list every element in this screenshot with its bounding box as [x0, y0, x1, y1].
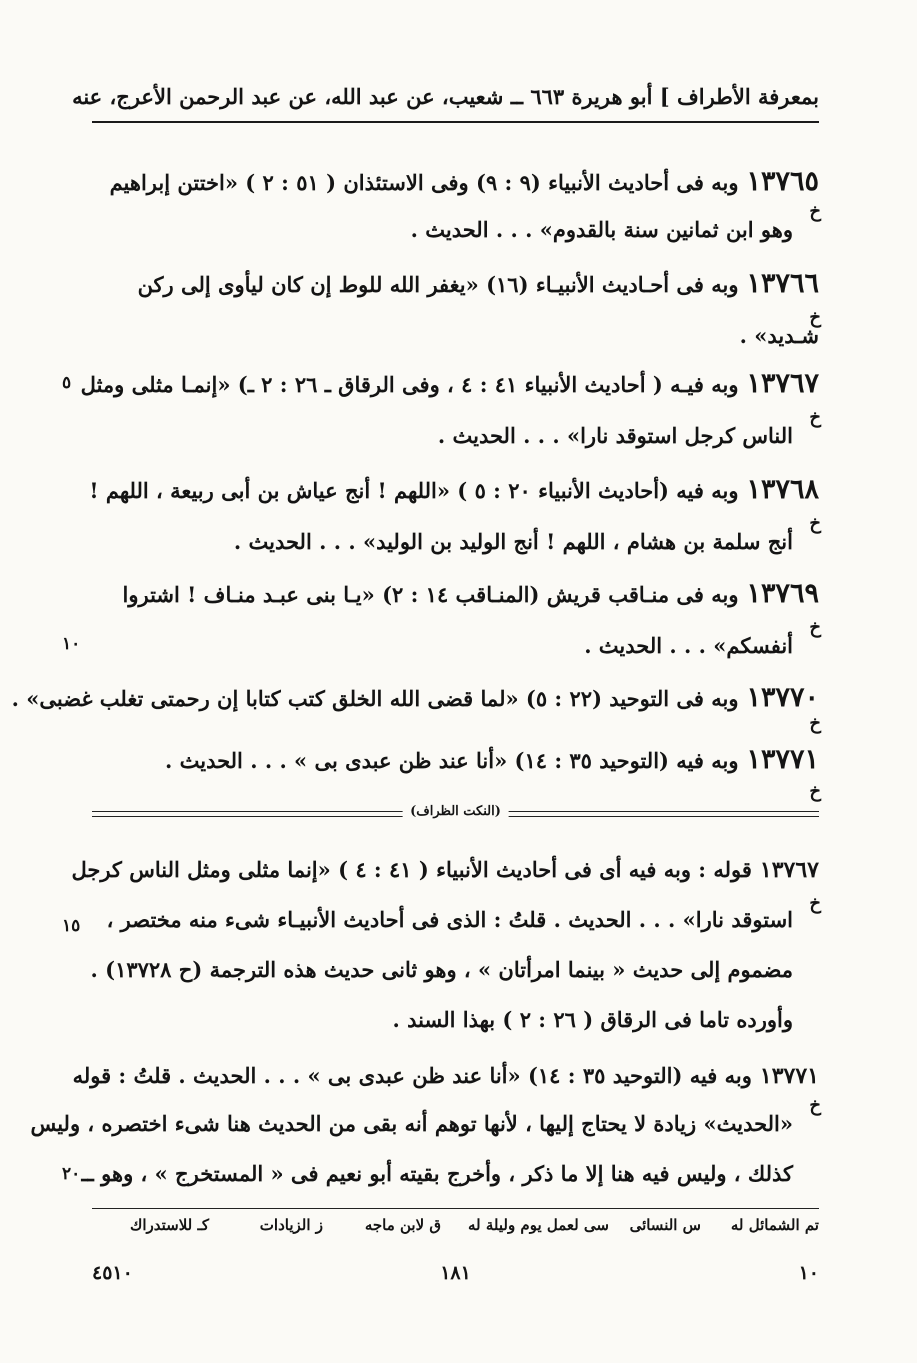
entry-line: [92, 572, 819, 616]
entry-line: [92, 520, 793, 564]
entry-number: ١٣٧٦٩: [746, 578, 819, 609]
abbreviation-item: ق لابن ماجه: [364, 1216, 441, 1234]
section-divider: [92, 804, 819, 828]
entry-text: وهو ابن ثمانين سنة بالقدوم» . . . الحديث .: [410, 217, 793, 242]
note-line: [81, 1152, 793, 1196]
entry-number: ١٣٧٦٥: [746, 166, 819, 197]
entry-line: [92, 262, 819, 306]
margin-line-number: ٢٠: [62, 1164, 81, 1184]
footer-volume-number: ١٠: [798, 1262, 819, 1284]
entry-13766: [92, 262, 819, 358]
entry-line: [92, 624, 793, 668]
siglum: خ: [809, 201, 821, 222]
abbreviation-item: س النسائى: [629, 1216, 701, 1234]
note-number: ١٣٧٦٧: [759, 857, 819, 883]
entry-text: الناس كرجل استوقد نارا» . . . الحديث .: [437, 423, 793, 448]
entry-text: أنفسكم» . . . الحديث .: [584, 633, 793, 658]
entry-number: ١٣٧٧١: [746, 744, 819, 775]
note-text: قوله : وبه فيه أى فى أحاديث الأنبياء ( ٤١ : ٤ ) «إنما مثلى ومثل الناس كرجل: [71, 857, 752, 882]
entry-text: وبه فى أحـاديث الأنبيـاء (١٦) «يغفر الله للوط إن كان ليأوى إلى ركن: [137, 272, 739, 297]
note-line: [92, 998, 793, 1042]
running-header-text: بمعرفة الأطراف ] أبو هريرة ٦٦٣ ــ شعيب، عن عبد الله، عن عبد الرحمن الأعرج، عنه: [72, 84, 819, 109]
abbreviation-key: [92, 1216, 819, 1242]
siglum: خ: [809, 781, 821, 802]
abbreviation-item: سى لعمل يوم وليلة له: [468, 1216, 609, 1234]
entry-text: وبه فى التوحيد (٢٢ : ٥) «لما قضى الله الخلق كتب كتابا إن رحمتى تغلب غضبى» .: [11, 686, 739, 711]
margin-line-number: ٥: [62, 373, 72, 393]
note-line: [72, 1054, 819, 1098]
siglum: خ: [809, 1095, 821, 1116]
note-line: [92, 898, 793, 942]
entry-line: [92, 738, 819, 782]
entry-13765: [92, 160, 819, 256]
entry-text: وبه فى منـاقب قريش (المنـاقب ١٤ : ٢) «يـا بنى عبـد منـاف ! اشتروا: [122, 582, 739, 607]
siglum: خ: [809, 617, 821, 638]
header-rule: [92, 121, 819, 123]
footer-folio-number: ٤٥١٠: [92, 1262, 133, 1284]
margin-line-number: ١٠: [62, 634, 81, 654]
note-line: [30, 1102, 793, 1146]
siglum: خ: [809, 407, 821, 428]
entry-text: وبه فى أحاديث الأنبياء (٩ : ٩) وفى الاستئذان ( ٥١ : ٢ ) «اختتن إبراهيم: [109, 170, 739, 195]
note-text: وبه فيه (التوحيد ٣٥ : ١٤) «أنا عند ظن عبدى بى » . . . الحديث . قلتُ : قوله: [72, 1063, 752, 1088]
entry-line: [80, 362, 819, 406]
siglum: خ: [809, 713, 821, 734]
entry-text: وبه فيه (أحاديث الأنبياء ٢٠ : ٥ ) «اللهم ! أنج عياش بن أبى ربيعة ، اللهم !: [89, 478, 739, 503]
entry-number: ١٣٧٦٧: [746, 368, 819, 399]
note-number: ١٣٧٧١: [759, 1063, 819, 1089]
siglum: خ: [809, 307, 821, 328]
entry-text: وبه فيه (التوحيد ٣٥ : ١٤) «أنا عند ظن عبدى بى » . . . الحديث .: [164, 748, 739, 773]
entry-number: ١٣٧٦٦: [746, 268, 819, 299]
note-text: استوقد نارا» . . . الحديث . قلتُ : الذى فى أحاديث الأنبيـاء شىء منه مختصر ،: [106, 907, 793, 932]
entry-13770: [11, 676, 821, 736]
entry-number: ١٣٧٦٨: [746, 474, 819, 505]
footer-rule: [92, 1208, 819, 1209]
abbreviation-item: تم الشمائل له: [730, 1216, 819, 1234]
page-number: ١٨١: [440, 1262, 471, 1284]
entry-line: [92, 208, 793, 252]
abbreviation-item: ز الزيادات: [259, 1216, 323, 1234]
entry-13771: [92, 738, 819, 804]
entry-line: [11, 676, 819, 720]
note-text: كذلك ، وليس فيه هنا إلا ما ذكر ، وأخرج بقيته أبو نعيم فى « المستخرج » ، وهو ــ: [81, 1161, 793, 1186]
running-header: [72, 80, 819, 116]
entry-line: [92, 414, 793, 458]
note-text: مضموم إلى حديث « بينما امرأتان » ، وهو ثانى حديث هذه الترجمة (ح ١٣٧٢٨) .: [90, 957, 793, 982]
divider-label: (النكت الظراف): [402, 804, 509, 819]
entry-number: ١٣٧٧٠: [746, 682, 819, 713]
note-line: [92, 948, 793, 992]
page-footer: [92, 1262, 819, 1292]
entry-line: [92, 314, 819, 358]
note-text: وأورده تاما فى الرقاق ( ٢٦ : ٢ ) بهذا السند .: [392, 1007, 793, 1032]
siglum: خ: [809, 893, 821, 914]
note-text: «الحديث» زيادة لا يحتاج إليها ، لأنها توهم أنه بقى من الحديث هنا شىء اختصره ، وليس: [30, 1111, 793, 1136]
entry-text: أنج سلمة بن هشام ، اللهم ! أنج الوليد بن الوليد» . . . الحديث .: [233, 529, 793, 554]
entry-line: [92, 160, 819, 204]
note-line: [71, 848, 819, 892]
entry-13768: [89, 468, 821, 564]
entry-line: [89, 468, 819, 512]
margin-line-number: ١٥: [62, 916, 81, 936]
entry-13767: [80, 362, 821, 458]
entry-text: وبه فيـه ( أحاديث الأنبياء ٤١ : ٤ ، وفى الرقاق ـ ٢٦ : ٢ ـ) «إنمـا مثلى ومثل: [80, 372, 739, 397]
entry-text: شـديد» .: [739, 323, 819, 348]
entry-13769: [92, 572, 819, 668]
siglum: خ: [809, 513, 821, 534]
abbreviation-item: كـ للاستدراك: [129, 1216, 209, 1234]
